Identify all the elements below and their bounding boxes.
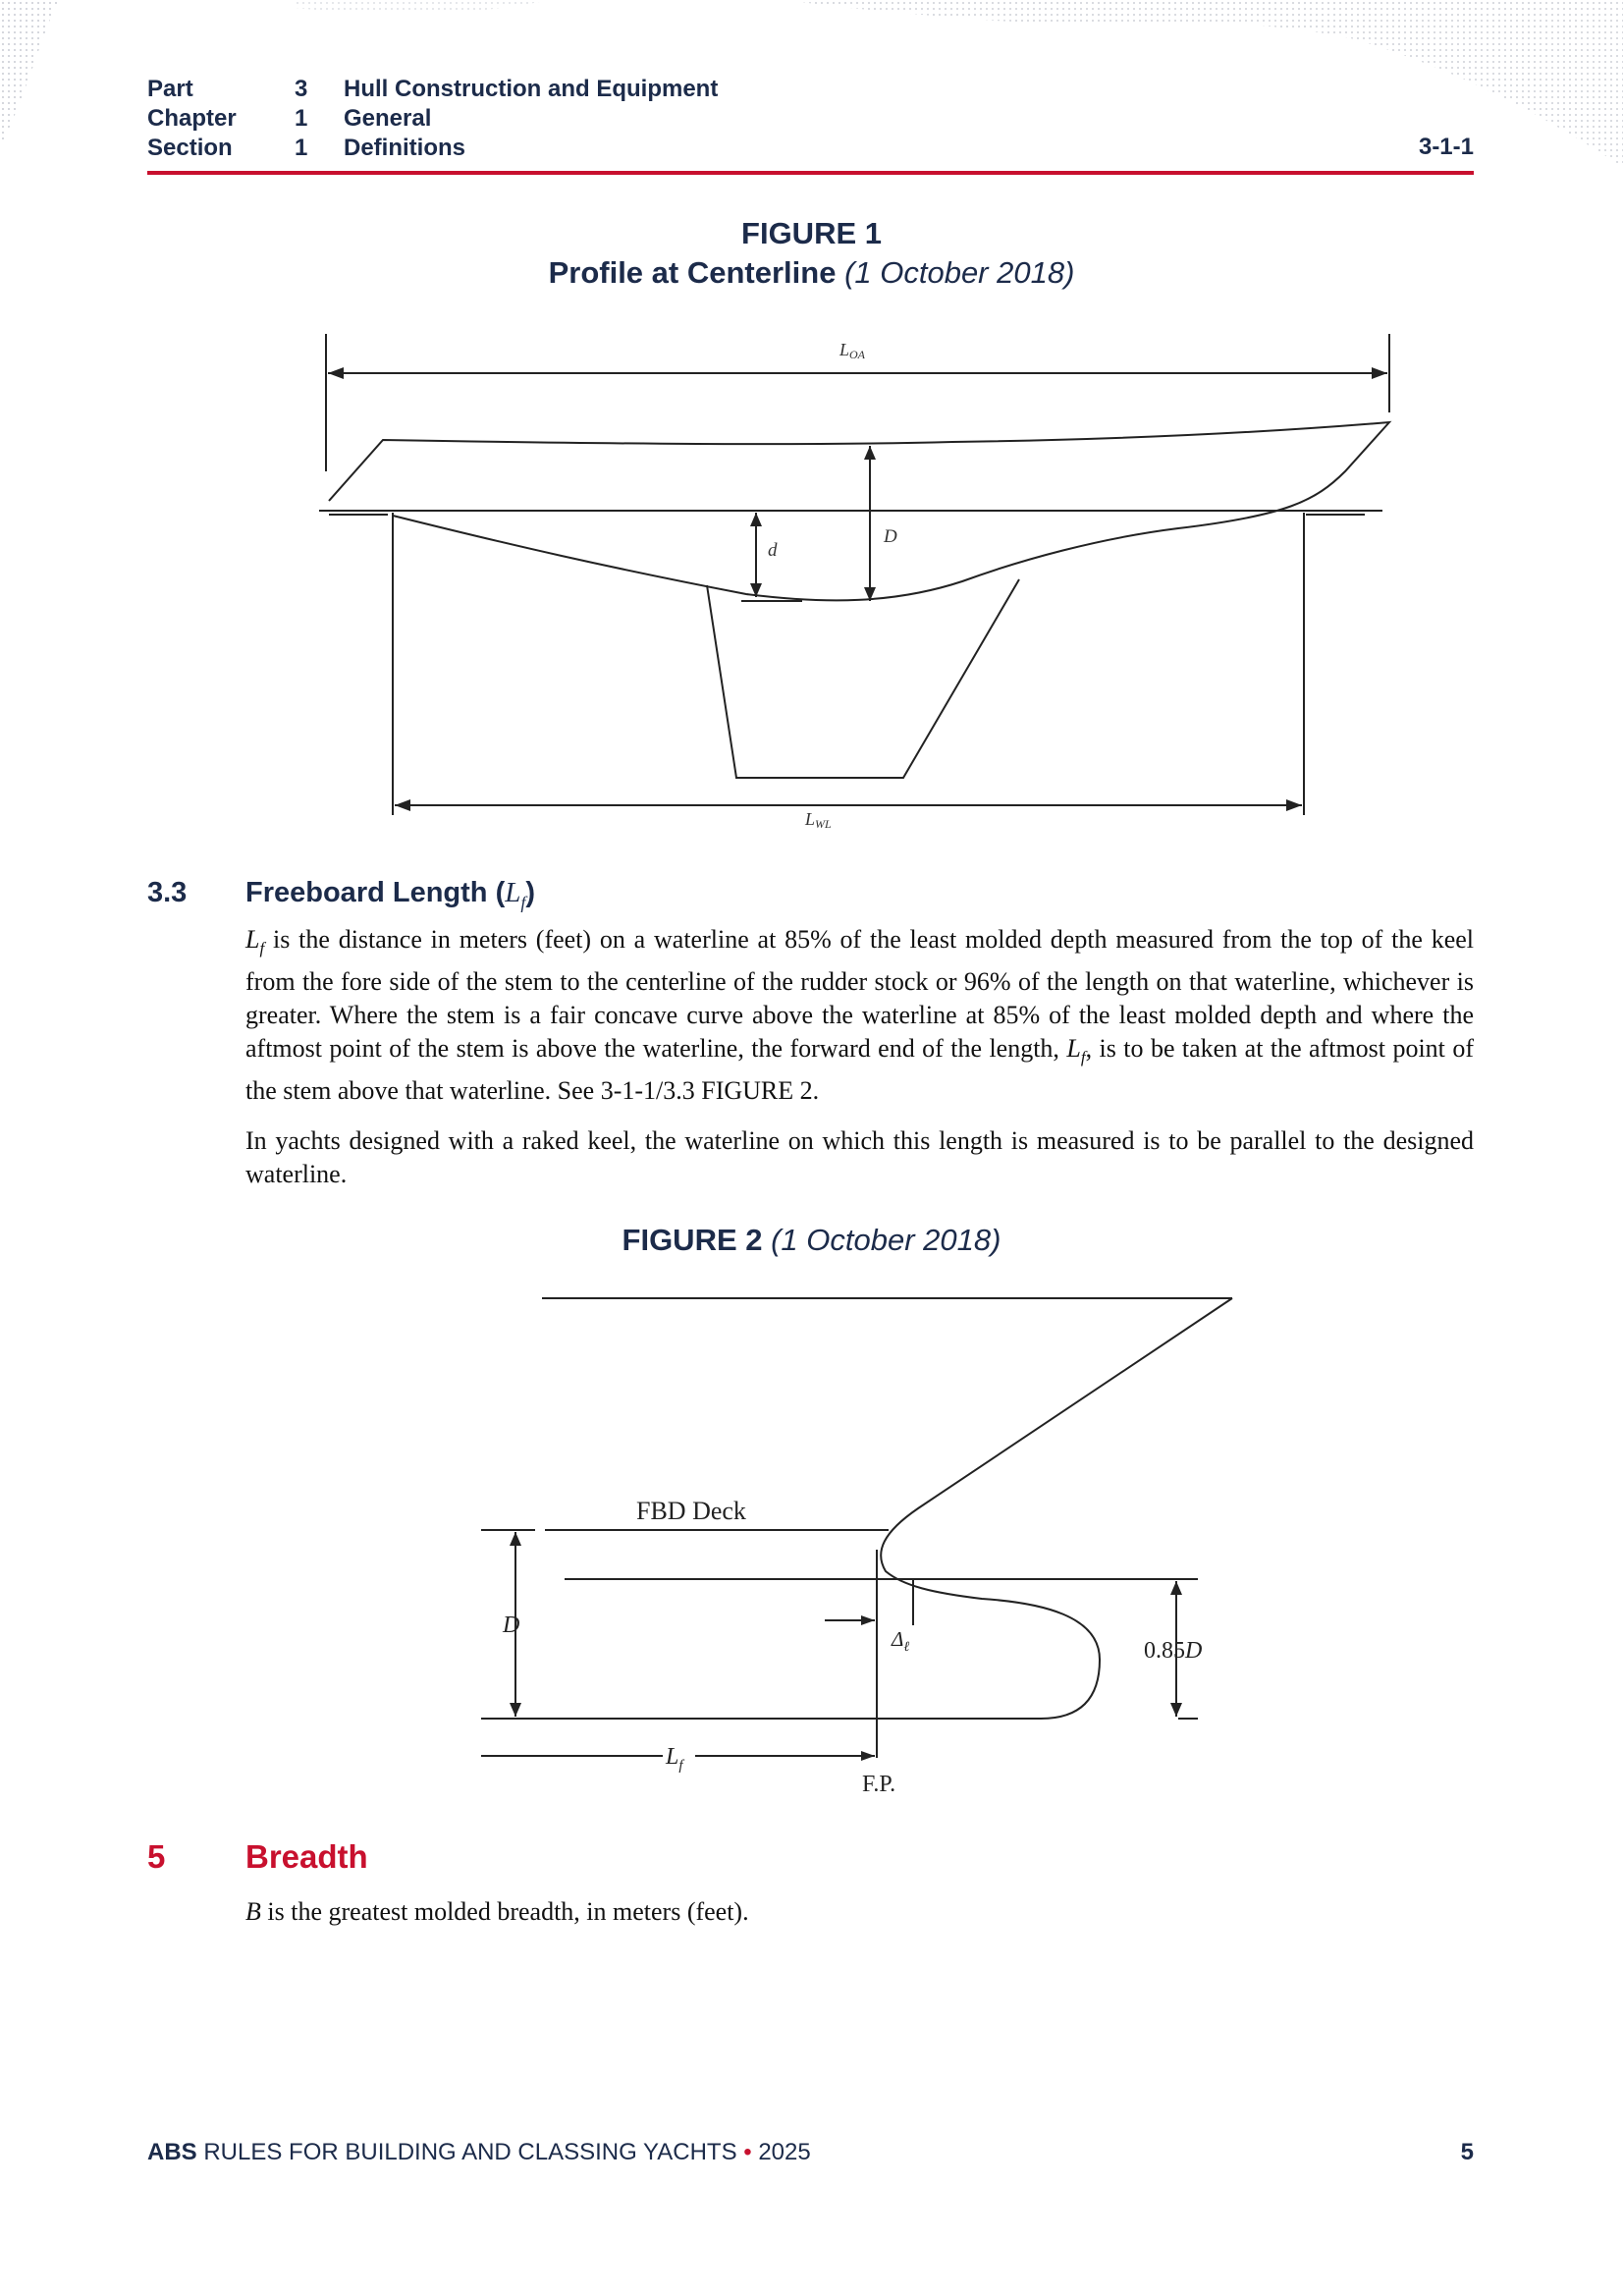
section-3-3-paragraph-1: [245, 923, 1474, 1108]
header-section-number: 1: [295, 135, 308, 161]
lf-var-1: $L_f$: [245, 925, 265, 958]
running-header: [147, 75, 718, 163]
delta-label: $\Delta_\ell$: [892, 1627, 910, 1655]
header-part-number: 3: [295, 76, 308, 102]
p1-text-b: , is to be taken at the aftmost point of the stem above that waterline. See 3-1-1/3.3 FIGURE 2.: [245, 1034, 1474, 1106]
figure1-date: (1 October 2018): [844, 255, 1075, 290]
lf-var-2: $L_f$: [1066, 1034, 1086, 1067]
figure1-caption: [0, 255, 1623, 291]
lf-arrowhead: [861, 1751, 875, 1761]
depth-label: D: [884, 526, 897, 547]
section-3-3-title-close: ): [525, 877, 536, 908]
footer-bullet: •: [743, 2139, 752, 2165]
figure2-stem-drawing: [471, 1286, 1237, 1807]
section-3-3-title-var: $L_f$: [505, 877, 526, 912]
figure1-title: [0, 216, 1623, 251]
figure1-profile-drawing: [314, 324, 1394, 845]
loa-label: LOA: [839, 340, 866, 361]
figure1-subtitle: Profile at Centerline: [548, 255, 837, 290]
header-row-part: [147, 75, 718, 104]
figure1-number: FIGURE 1: [741, 216, 882, 250]
section-reference: 3-1-1: [1418, 134, 1474, 160]
header-rule: [147, 171, 1474, 175]
header-chapter-number: 1: [295, 105, 308, 132]
section-3-3-title: [245, 877, 535, 913]
figure2-title: [0, 1223, 1623, 1258]
header-section-title: Definitions: [344, 135, 465, 161]
header-row-section: [147, 134, 718, 163]
page-footer: [147, 2139, 811, 2166]
footer-title: RULES FOR BUILDING AND CLASSING YACHTS: [196, 2139, 744, 2165]
breadth-var: B: [245, 1897, 261, 1926]
draft-label: d: [768, 540, 778, 561]
section-5-text: is the greatest molded breadth, in meters (feet).: [260, 1897, 749, 1926]
footer-org: ABS: [147, 2139, 197, 2165]
section-5-paragraph: [245, 1895, 1474, 1929]
fbd-deck-label: FBD Deck: [636, 1497, 746, 1525]
page-number: 5: [1460, 2139, 1474, 2165]
lf-label: $L_f$: [666, 1744, 683, 1774]
figure2-date: (1 October 2018): [771, 1223, 1001, 1257]
section-5-number: 5: [147, 1838, 166, 1875]
fp-label: F.P.: [862, 1772, 896, 1797]
header-chapter-title: General: [344, 105, 432, 132]
header-section-label: Section: [147, 135, 233, 161]
section-3-3-paragraph-2: In yachts designed with a raked keel, the waterline on which this length is measured is to be parallel to the designed waterline.: [245, 1126, 1474, 1188]
depth-label: D: [503, 1613, 520, 1638]
header-row-chapter: [147, 104, 718, 134]
header-part-label: Part: [147, 76, 193, 102]
lwl-label: LWL: [805, 809, 832, 831]
p1-text-a: is the distance in meters (feet) on a waterline at 85% of the least molded depth measured from the top of the keel from the fore side of the stem to the centerline of the rudder stock or 96% of the length on that waterline, whichever is greater. Where the stem is a fair concave curve above the waterline at 85% of the least molded depth and where the aftmost point of the stem is above the waterline, the forward end of the length,: [245, 925, 1474, 1064]
delta-arrowhead: [861, 1615, 875, 1625]
figure2-number: FIGURE 2: [622, 1223, 763, 1257]
footer-year: 2025: [751, 2139, 811, 2165]
d085-label: 0.85D: [1144, 1638, 1203, 1664]
section-3-3-number: 3.3: [147, 877, 188, 908]
keel-fin: [707, 579, 1019, 778]
section-3-3-title-text: Freeboard Length (: [245, 877, 506, 908]
header-part-title: Hull Construction and Equipment: [344, 76, 719, 102]
section-5-title: Breadth: [245, 1838, 368, 1875]
header-chapter-label: Chapter: [147, 105, 237, 132]
